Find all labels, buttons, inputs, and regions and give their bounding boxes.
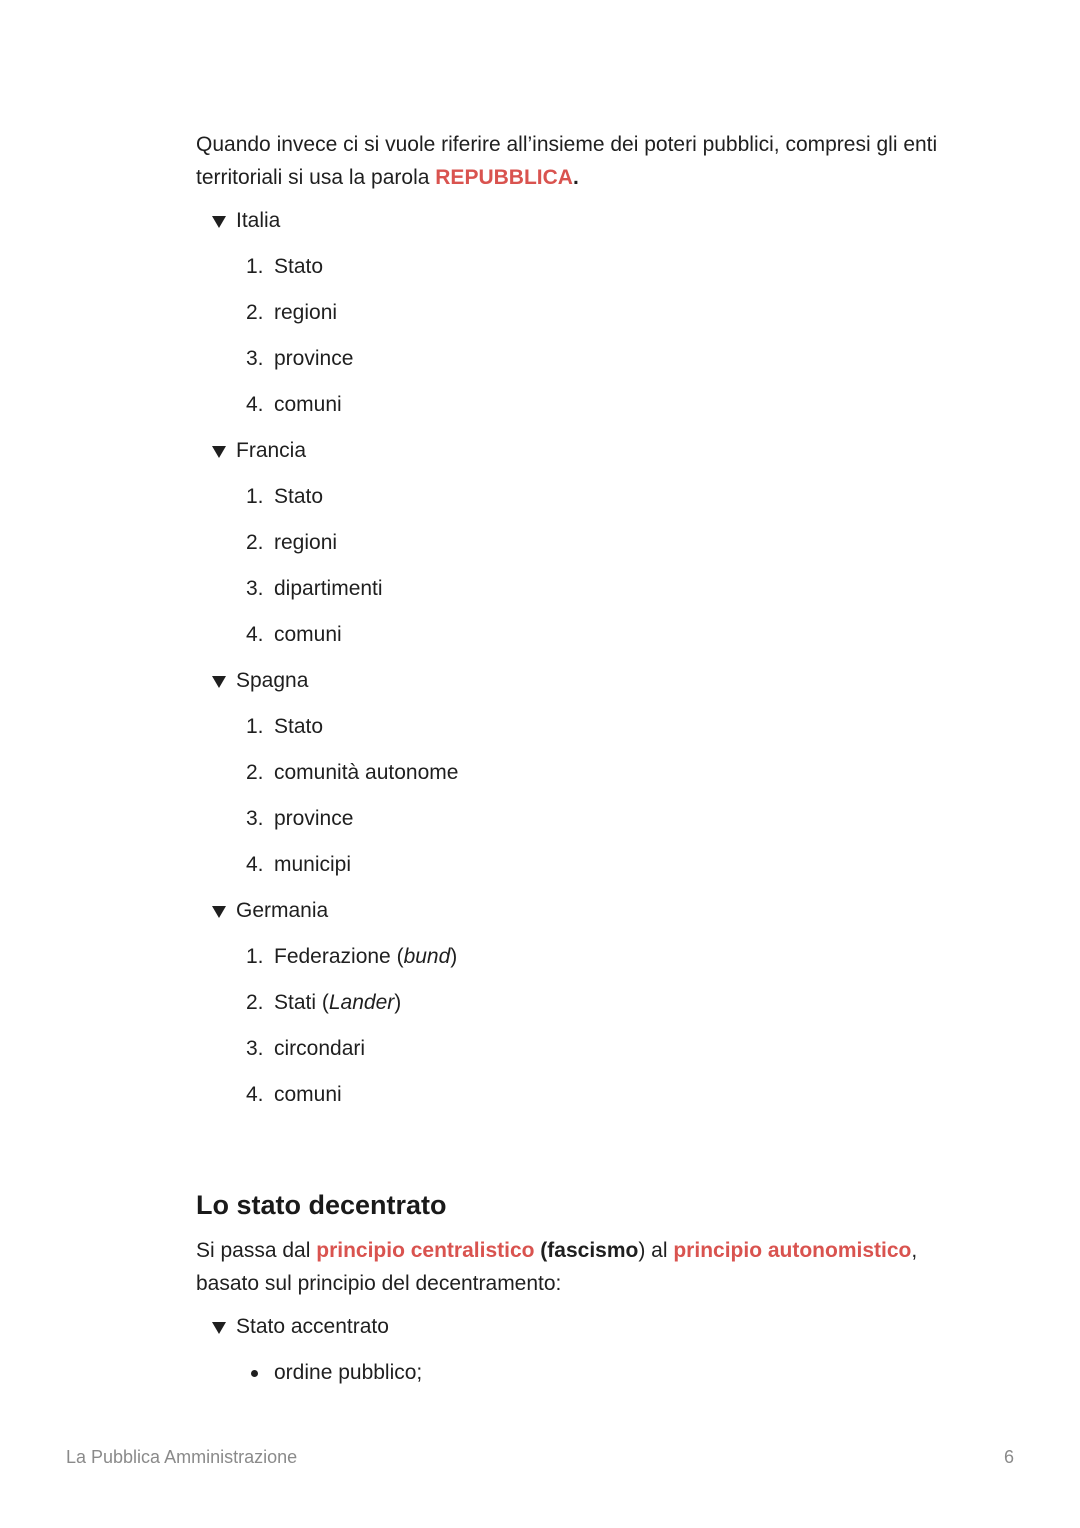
- page-content: [196, 128, 956, 1396]
- page-number: 6: [1003, 1447, 1014, 1467]
- list-item: 2. regioni: [246, 531, 338, 554]
- fascismo-bold: fascismo: [547, 1239, 639, 1262]
- toggle-label: Francia: [236, 439, 307, 462]
- toggle-label: Stato accentrato: [236, 1315, 389, 1338]
- list-item: 3. dipartimenti: [246, 577, 383, 600]
- toggle-label: Germania: [236, 899, 329, 922]
- toggle-spagna[interactable]: [212, 658, 956, 888]
- list-item: ordine pubblico;: [246, 1350, 956, 1396]
- list-item: 1. Stato: [246, 255, 324, 278]
- list-item: 3. province: [246, 347, 354, 370]
- triangle-down-icon[interactable]: [212, 446, 226, 458]
- intro-period: .: [572, 166, 579, 189]
- toggle-italia[interactable]: [212, 198, 956, 428]
- list-item: 2. regioni: [246, 301, 338, 324]
- list-item: 2. comunità autonome: [246, 761, 459, 784]
- list-item: 1. Stato: [246, 715, 324, 738]
- list-item: 4. municipi: [246, 853, 352, 876]
- intro-text: Quando invece ci si vuole riferire all’insieme dei poteri pubblici, compresi gli enti territoriali si usa la parola: [196, 133, 938, 189]
- list-item: 2. Stati ( Lander ): [246, 991, 402, 1014]
- toggle-stato-accentrato[interactable]: [212, 1304, 956, 1396]
- list-item: 4. comuni: [246, 623, 342, 646]
- principio-autonomistico: principio autonomistico: [673, 1239, 912, 1262]
- toggle-germania[interactable]: [212, 888, 956, 1118]
- toggle-label: Italia: [236, 209, 281, 232]
- intro-paragraph: [196, 128, 956, 194]
- section-heading: Lo stato decentrato: [196, 1190, 447, 1220]
- list-item: 4. comuni: [246, 1083, 342, 1106]
- section-paragraph: Si passa dal principio centralistico (fascismo) al principio autonomistico, basato sul principio del decentramento:: [196, 1239, 918, 1295]
- triangle-down-icon[interactable]: [212, 1322, 226, 1334]
- list-item: 4. comuni: [246, 393, 342, 416]
- principio-centralistico: principio centralistico: [316, 1239, 535, 1262]
- repubblica-highlight: REPUBBLICA: [435, 166, 573, 189]
- list-item: 3. province: [246, 807, 354, 830]
- triangle-down-icon[interactable]: [212, 216, 226, 228]
- list-item: 1. Stato: [246, 485, 324, 508]
- list-item: 1. Federazione ( bund ): [246, 945, 458, 968]
- bullet-icon: [246, 1350, 274, 1396]
- footer-title: La Pubblica Amministrazione: [66, 1447, 298, 1467]
- toggle-label: Spagna: [236, 669, 309, 692]
- triangle-down-icon[interactable]: [212, 676, 226, 688]
- toggle-francia[interactable]: [212, 428, 956, 658]
- list-item: 3. circondari: [246, 1037, 366, 1060]
- triangle-down-icon[interactable]: [212, 906, 226, 918]
